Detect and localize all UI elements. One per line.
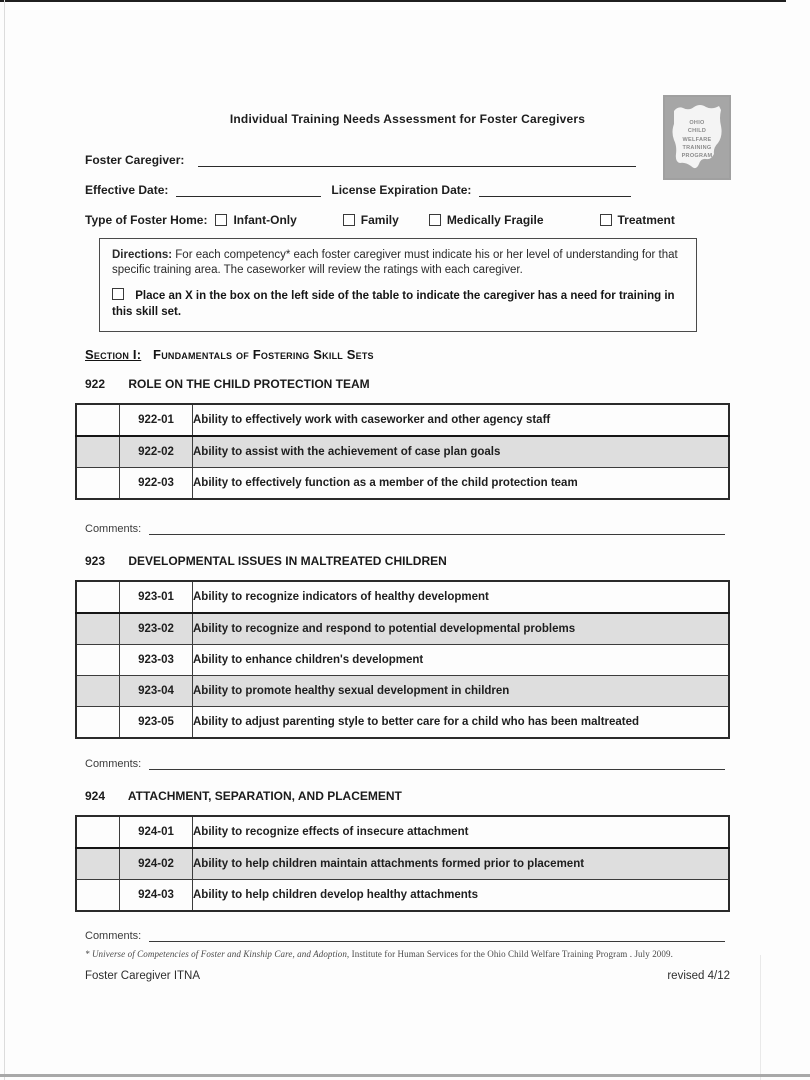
skillset-922-table: [75, 403, 730, 500]
competency-description: Ability to adjust parenting style to better care for a child who has been maltreated: [193, 706, 730, 738]
form-page: [85, 0, 730, 959]
comments-input-line[interactable]: [149, 929, 725, 942]
skillset-924-table: [75, 815, 730, 912]
skillset-923-table: [75, 580, 730, 739]
logo-line: WELFARE: [682, 136, 712, 143]
infant-only-label: Infant-Only: [233, 213, 297, 227]
treatment-checkbox[interactable]: [600, 214, 612, 226]
training-need-checkbox-cell[interactable]: [76, 644, 120, 675]
skillset-924-heading: [85, 789, 730, 803]
effective-date-input-line[interactable]: [176, 182, 321, 197]
table-row: [76, 816, 729, 848]
training-need-checkbox-cell[interactable]: [76, 467, 120, 499]
directions-label: Directions:: [112, 249, 173, 261]
comments-input-line[interactable]: [149, 757, 725, 770]
table-row: [76, 675, 729, 706]
training-need-checkbox-cell[interactable]: [76, 706, 120, 738]
medically-fragile-checkbox[interactable]: [429, 214, 441, 226]
training-need-checkbox-cell[interactable]: [76, 436, 120, 468]
logo-line: OHIO: [689, 120, 705, 126]
scan-border-right: [760, 955, 761, 1080]
scan-border-left: [4, 0, 5, 1080]
training-need-checkbox-cell[interactable]: [76, 879, 120, 911]
footnote: [85, 949, 730, 959]
type-of-home-label: Type of Foster Home:: [85, 213, 208, 227]
footnote-citation: * Universe of Competencies of Foster and Kinship Care, and Adoption,: [85, 948, 350, 959]
competency-code: 923-04: [120, 675, 193, 706]
competency-code: 924-02: [120, 848, 193, 880]
scan-border-bottom: [0, 1074, 810, 1077]
competency-description: Ability to promote healthy sexual development in children: [193, 675, 730, 706]
directions-box: [99, 238, 697, 332]
comments-row: [85, 522, 730, 535]
comments-label: Comments:: [85, 522, 142, 535]
comments-row: [85, 929, 730, 942]
training-need-checkbox-cell[interactable]: [76, 581, 120, 613]
skillset-923-code: 923: [85, 553, 106, 568]
logo-line: PROGRAM: [681, 153, 713, 159]
skillset-924-code: 924: [85, 788, 106, 803]
competency-description: Ability to effectively function as a member of the child protection team: [193, 467, 730, 499]
competency-code: 922-01: [120, 404, 193, 436]
competency-code: 923-01: [120, 581, 193, 613]
directions-paragraph: [112, 248, 684, 278]
competency-description: Ability to recognize and respond to potential developmental problems: [193, 613, 730, 645]
comments-label: Comments:: [85, 929, 142, 942]
table-row: [76, 613, 729, 645]
competency-code: 924-01: [120, 816, 193, 848]
footer-document-name: Foster Caregiver ITNA: [85, 970, 201, 982]
home-type-option-medically-fragile[interactable]: [429, 213, 544, 227]
competency-description: Ability to enhance children's development: [193, 644, 730, 675]
infant-only-checkbox[interactable]: [215, 214, 227, 226]
competency-description: Ability to effectively work with caseworker and other agency staff: [193, 404, 730, 436]
comments-input-line[interactable]: [149, 522, 725, 535]
skillset-922-title: ROLE ON THE CHILD PROTECTION TEAM: [128, 376, 370, 391]
directions-checkbox-line: [112, 288, 684, 319]
competency-code: 923-05: [120, 706, 193, 738]
logo-line: CHILD: [687, 128, 707, 135]
foster-caregiver-label: Foster Caregiver:: [85, 153, 185, 167]
training-need-checkbox-cell[interactable]: [76, 613, 120, 645]
training-need-checkbox-cell[interactable]: [76, 404, 120, 436]
home-type-option-family[interactable]: [343, 213, 399, 227]
competency-description: Ability to help children develop healthy attachments: [193, 879, 730, 911]
home-type-option-infant-only[interactable]: [215, 213, 296, 227]
home-type-row: [85, 213, 730, 227]
section-heading: [85, 347, 730, 362]
home-type-option-treatment[interactable]: [600, 213, 675, 227]
competency-code: 923-03: [120, 644, 193, 675]
treatment-label: Treatment: [617, 213, 675, 227]
competency-description: Ability to assist with the achievement of case plan goals: [193, 436, 730, 468]
directions-checkbox-text: Place an X in the box on the left side of the table to indicate the caregiver has a need for training in this skill set.: [112, 290, 675, 318]
skillset-924-title: ATTACHMENT, SEPARATION, AND PLACEMENT: [127, 788, 402, 803]
table-row: [76, 436, 729, 468]
license-expiration-label: License Expiration Date:: [331, 183, 472, 197]
footnote-rest: Institute for Human Services for the Ohio Child Welfare Training Program . July 2009.: [349, 948, 673, 959]
training-need-checkbox-cell[interactable]: [76, 848, 120, 880]
page-title: Individual Training Needs Assessment for Foster Caregivers: [229, 112, 586, 126]
dates-row: [85, 182, 730, 197]
competency-code: 924-03: [120, 879, 193, 911]
table-row: [76, 848, 729, 880]
competency-code: 923-02: [120, 613, 193, 645]
competency-code: 922-02: [120, 436, 193, 468]
section-title: Fundamentals of Fostering Skill Sets: [153, 346, 374, 362]
training-need-checkbox-cell[interactable]: [76, 675, 120, 706]
medically-fragile-label: Medically Fragile: [446, 213, 544, 227]
license-expiration-input-line[interactable]: [479, 182, 631, 197]
competency-description: Ability to recognize effects of insecure attachment: [193, 816, 730, 848]
logo-line: TRAINING: [682, 144, 712, 151]
effective-date-label: Effective Date:: [85, 183, 169, 197]
competency-description: Ability to recognize indicators of healthy development: [193, 581, 730, 613]
section-label: Section I:: [85, 346, 142, 362]
table-row: [76, 879, 729, 911]
skillset-923-title: DEVELOPMENTAL ISSUES IN MALTREATED CHILDREN: [128, 553, 447, 568]
training-need-checkbox-cell[interactable]: [76, 816, 120, 848]
family-checkbox[interactable]: [343, 214, 355, 226]
family-label: Family: [360, 213, 399, 227]
table-row: [76, 581, 729, 613]
page-footer: [85, 970, 730, 982]
table-row: [76, 404, 729, 436]
table-row: [76, 706, 729, 738]
directions-checkbox[interactable]: [112, 288, 124, 300]
directions-text: For each competency* each foster caregiver must indicate his or her level of understanding for that specific training area. The caseworker will review the ratings with each caregiver.: [112, 249, 678, 277]
table-row: [76, 467, 729, 499]
comments-row: [85, 757, 730, 770]
foster-caregiver-row: [85, 152, 730, 167]
competency-code: 922-03: [120, 467, 193, 499]
skillset-923-heading: [85, 554, 730, 568]
competency-description: Ability to help children maintain attachments formed prior to placement: [193, 848, 730, 880]
foster-caregiver-input-line[interactable]: [198, 152, 636, 167]
footer-revision: revised 4/12: [667, 970, 730, 982]
skillset-922-heading: [85, 377, 730, 391]
table-row: [76, 644, 729, 675]
skillset-922-code: 922: [85, 376, 106, 391]
comments-label: Comments:: [85, 757, 142, 770]
